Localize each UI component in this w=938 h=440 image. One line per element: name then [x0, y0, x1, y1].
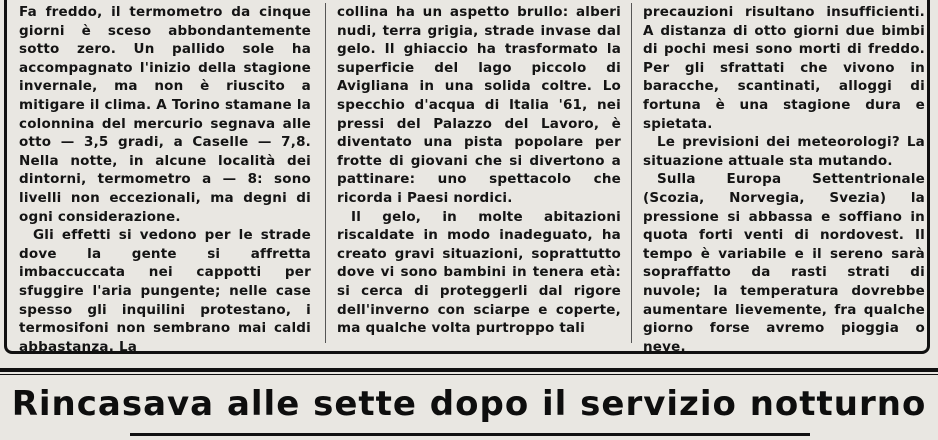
- next-article-headline: Rincasava alle sette dopo il servizio notturno: [11, 384, 927, 424]
- paragraph: Fa freddo, il termometro da cinque giorni è sceso abbondantemente sotto zero. Un pallido sole ha accompagnato l'inizio della stagione invernale, ma non è riuscito a mitigare il clima. A Torino stamane la colonnina del mercurio segnava alle otto — 3,5 gradi, a Caselle — 7,8. Nella notte, in alcune località dei dintorni, termometro a — 8: sono livelli non eccezionali, ma degni di ogni considerazione.: [19, 4, 311, 225]
- article-column-1: [19, 3, 311, 356]
- article-column-2: [337, 3, 621, 338]
- paragraph: Le previsioni dei meteorologi? La situazione attuale sta mutando.: [643, 134, 925, 169]
- column-rule: [325, 3, 326, 343]
- paragraph: Gli effetti si vedono per le strade dove la gente si affretta imbaccuccata nei cappotti per sfuggire l'aria pungente; nelle case spesso gli inquilini protestano, i termosifoni non sembrano mai caldi abbastanza. La: [19, 227, 311, 355]
- article-box: [4, 0, 930, 354]
- section-divider-thin: [0, 374, 938, 375]
- column-rule: [631, 3, 632, 343]
- headline-underline: [130, 433, 810, 436]
- paragraph: precauzioni risultano insufficienti. A distanza di otto giorni due bimbi di pochi mesi sono morti di freddo. Per gli sfrattati che vivono in baracche, scantinati, alloggi di fortuna è una stagione dura e spietata.: [643, 4, 925, 132]
- section-divider: [0, 368, 938, 372]
- paragraph: Sulla Europa Settentrionale (Scozia, Norvegia, Svezia) la pressione si abbassa e soffiano in quota forti venti di nordovest. Il tempo è variabile e il sereno sarà sopraffatto da rasti strati di nuvole; la temperatura dovrebbe aumentare lievemente, fra qualche giorno forse avremo pioggia o neve.: [643, 171, 925, 355]
- article-column-3: [643, 3, 925, 356]
- paragraph: collina ha un aspetto brullo: alberi nudi, terra grigia, strade invase dal gelo. Il ghiaccio ha trasformato la superficie del lago piccolo di Avigliana in una solida coltre. Lo specchio d'acqua di Italia '61, nei pressi del Palazzo del Lavoro, è diventato una pista popolare per frotte di giovani che si divertono a pattinare: uno spettacolo che ricorda i Paesi nordici.: [337, 4, 621, 206]
- paragraph: Il gelo, in molte abitazioni riscaldate in modo inadeguato, ha creato gravi situazioni, soprattutto dove vi sono bambini in tenera età: si cerca di proteggerli dal rigore dell'inverno con sciarpe e coperte, ma qualche volta purtroppo tali: [337, 208, 621, 337]
